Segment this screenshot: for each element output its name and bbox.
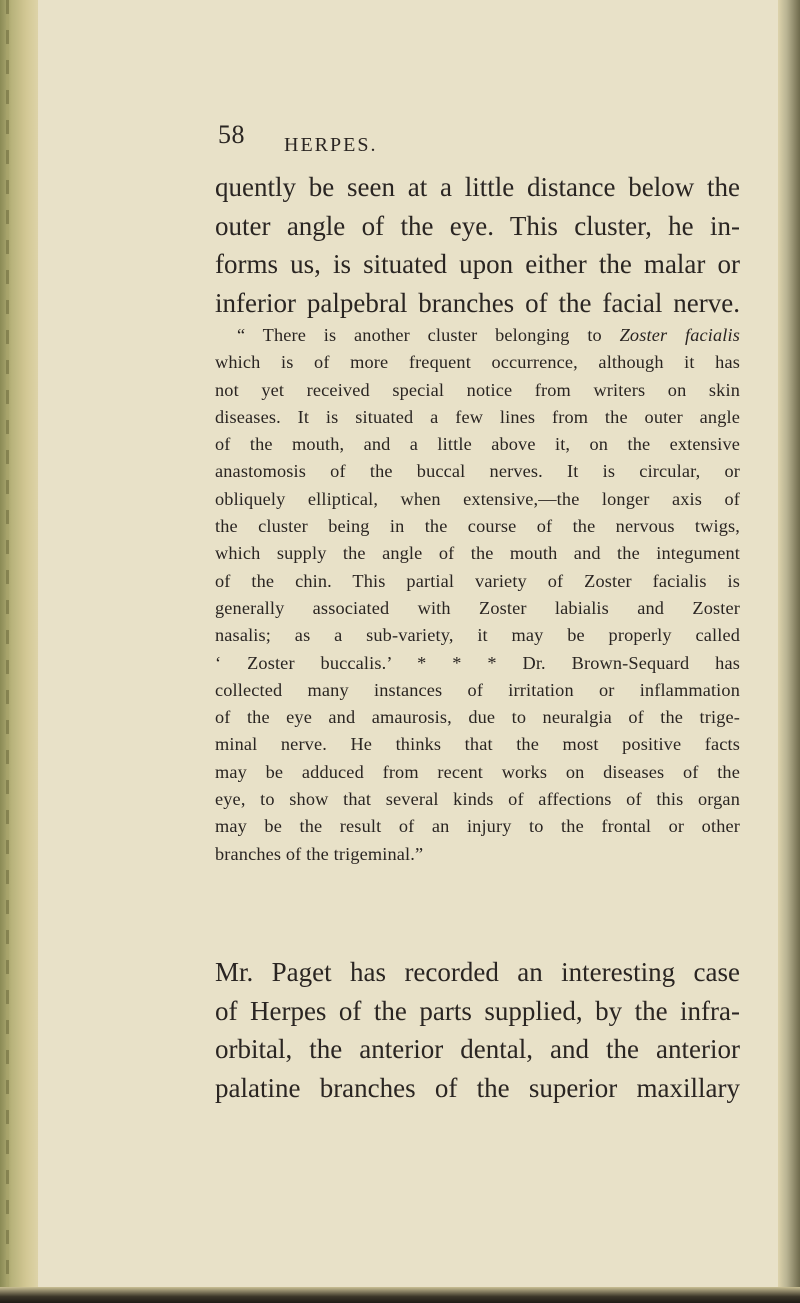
running-title: HERPES.	[284, 134, 378, 156]
text-line: of the eye and amaurosis, due to neuralgia of the trige-	[215, 707, 740, 728]
text-line: which is of more frequent occurrence, although it has	[215, 352, 740, 373]
paragraph-1	[215, 168, 740, 322]
text-line: nasalis; as a sub-variety, it may be properly called	[215, 625, 740, 646]
text-line: inferior palpebral branches of the facial nerve.	[215, 287, 740, 318]
text-line: orbital, the anterior dental, and the anterior	[215, 1034, 740, 1064]
text-line: which supply the angle of the mouth and the integument	[215, 543, 740, 564]
text-line	[215, 322, 740, 349]
text-line: eye, to show that several kinds of affections of this organ	[215, 789, 740, 810]
book-binding-gutter	[0, 0, 38, 1303]
text-line: Mr. Paget has recorded an interesting case	[215, 957, 740, 987]
text-line: forms us, is situated upon either the malar or	[215, 249, 740, 279]
text-line: may be adduced from recent works on diseases of the	[215, 761, 740, 782]
page-edge-bottom	[0, 1287, 800, 1303]
text-line: collected many instances of irritation or inflammation	[215, 679, 740, 700]
text-line: diseases. It is situated a few lines from the outer angle	[215, 406, 740, 427]
page-edge-right	[778, 0, 800, 1303]
text-line: obliquely elliptical, when extensive,—the longer axis of	[215, 488, 740, 509]
paragraph-2	[215, 953, 740, 1107]
text-line: ‘ Zoster buccalis.’ * * * Dr. Brown-Sequard has	[215, 652, 740, 673]
quote-open-text: “ There is another cluster belonging to	[237, 325, 620, 345]
text-line: anastomosis of the buccal nerves. It is circular, or	[215, 461, 740, 482]
quoted-passage	[215, 322, 740, 868]
running-head	[218, 120, 518, 160]
text-line: outer angle of the eye. This cluster, he in-	[215, 210, 740, 241]
text-line: generally associated with Zoster labialis and Zoster	[215, 597, 740, 618]
text-line: palatine branches of the superior maxillary	[215, 1072, 740, 1103]
text-line: branches of the trigeminal.”	[215, 843, 424, 864]
text-line: minal nerve. He thinks that the most positive facts	[215, 734, 740, 755]
text-line: may be the result of an injury to the frontal or other	[215, 816, 740, 837]
italic-term: Zoster facialis	[619, 325, 740, 345]
text-line: of Herpes of the parts supplied, by the infra-	[215, 995, 740, 1026]
page-number: 58	[218, 120, 245, 149]
text-line: not yet received special notice from writers on skin	[215, 379, 740, 400]
text-line: of the chin. This partial variety of Zoster facialis is	[215, 570, 740, 591]
text-line: quently be seen at a little distance below the	[215, 172, 740, 202]
text-line: of the mouth, and a little above it, on the extensive	[215, 434, 740, 455]
text-line: the cluster being in the course of the nervous twigs,	[215, 516, 740, 537]
